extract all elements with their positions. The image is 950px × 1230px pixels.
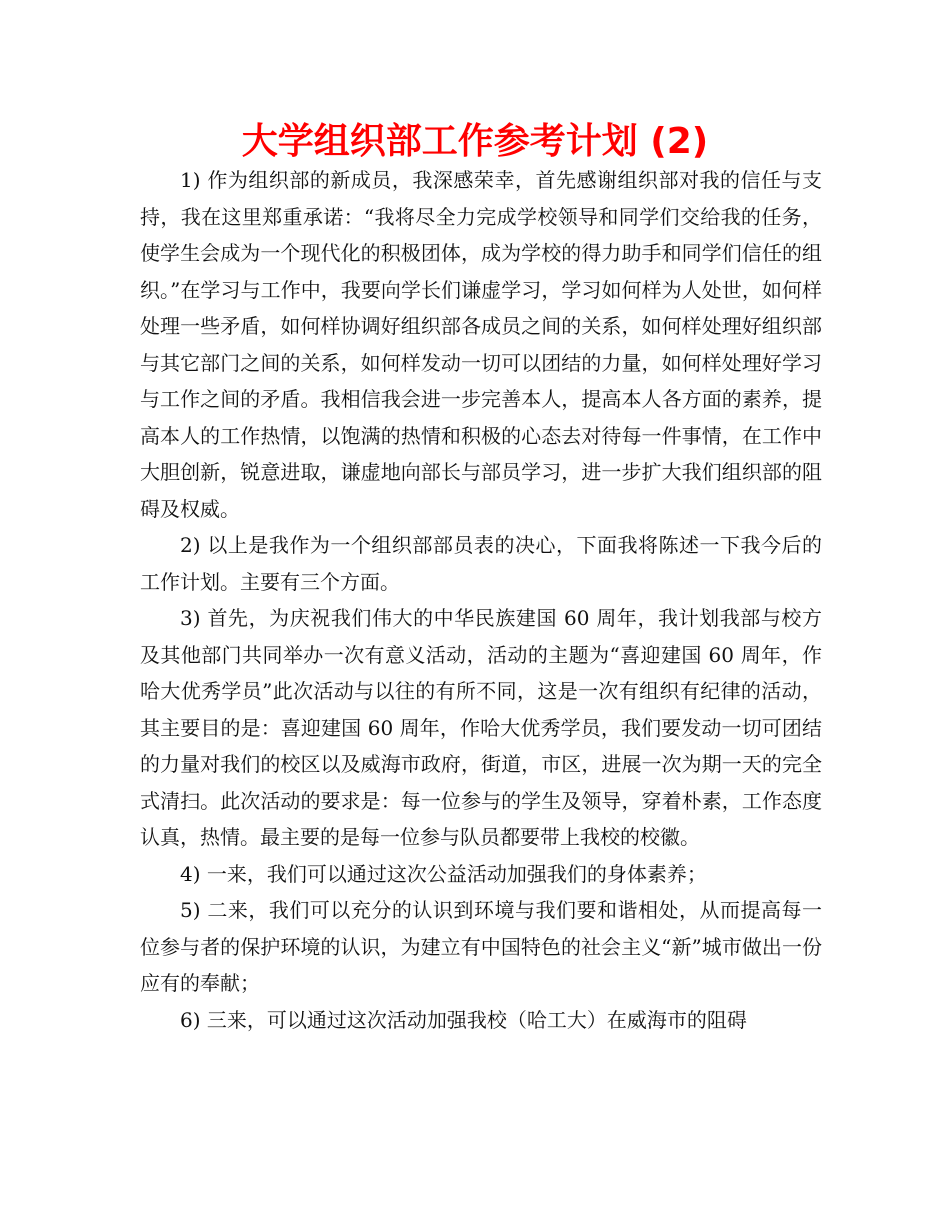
paragraph-2: 2) 以上是我作为一个组织部部员表的决心，下面我将陈述一下我今后的工作计划。主要有三个方面。 [140,533,822,594]
paragraph-6: 6) 三来，可以通过这次活动加强我校（哈工大）在威海市的阻碍 [180,1007,747,1032]
document-title: 大学组织部工作参考计划 (2) [241,121,709,162]
paragraph-3: 3) 首先，为庆祝我们伟大的中华民族建国 60 周年，我计划我部与校方及其他部门共同举办一次有意义活动，活动的主题为“喜迎建国 60 周年，作哈大优秀学员”此次活动与以往的有所不同，这是一次有组织有纪律的活动，其主要目的是：喜迎建国 60 周年，作哈大优秀学员，我们要发动一切可团结的力量对我们的校区以及威海市政府，街道，市区，进展一次为期一天的完全式清扫。此次活动的要求是：每一位参与的学生及领导，穿着朴素，工作态度认真，热情。最主要的是每一位参与队员都要带上我校的校徽。 [140,606,822,849]
paragraph-4: 4) 一来，我们可以通过这次公益活动加强我们的身体素养； [180,861,707,886]
document-body [140,162,822,1038]
paragraph-1: 1) 作为组织部的新成员，我深感荣幸，首先感谢组织部对我的信任与支持，我在这里郑重承诺：“我将尽全力完成学校领导和同学们交给我的任务，使学生会成为一个现代化的积极团体，成为学校的得力助手和同学们信任的组织。”在学习与工作中，我要向学长们谦虚学习，学习如何样为人处世，如何样处理一些矛盾，如何样协调好组织部各成员之间的关系，如何样处理好组织部与其它部门之间的关系，如何样发动一切可以团结的力量，如何样处理好学习与工作之间的矛盾。我相信我会进一步完善本人，提高本人各方面的素养，提高本人的工作热情，以饱满的热情和积极的心态去对待每一件事情，在工作中大胆创新，锐意进取，谦虚地向部长与部员学习，进一步扩大我们组织部的阻碍及权威。 [140,168,822,521]
paragraph-5: 5) 二来，我们可以充分的认识到环境与我们要和谐相处，从而提高每一位参与者的保护环境的认识，为建立有中国特色的社会主义“新”城市做出一份应有的奉献； [140,898,822,995]
